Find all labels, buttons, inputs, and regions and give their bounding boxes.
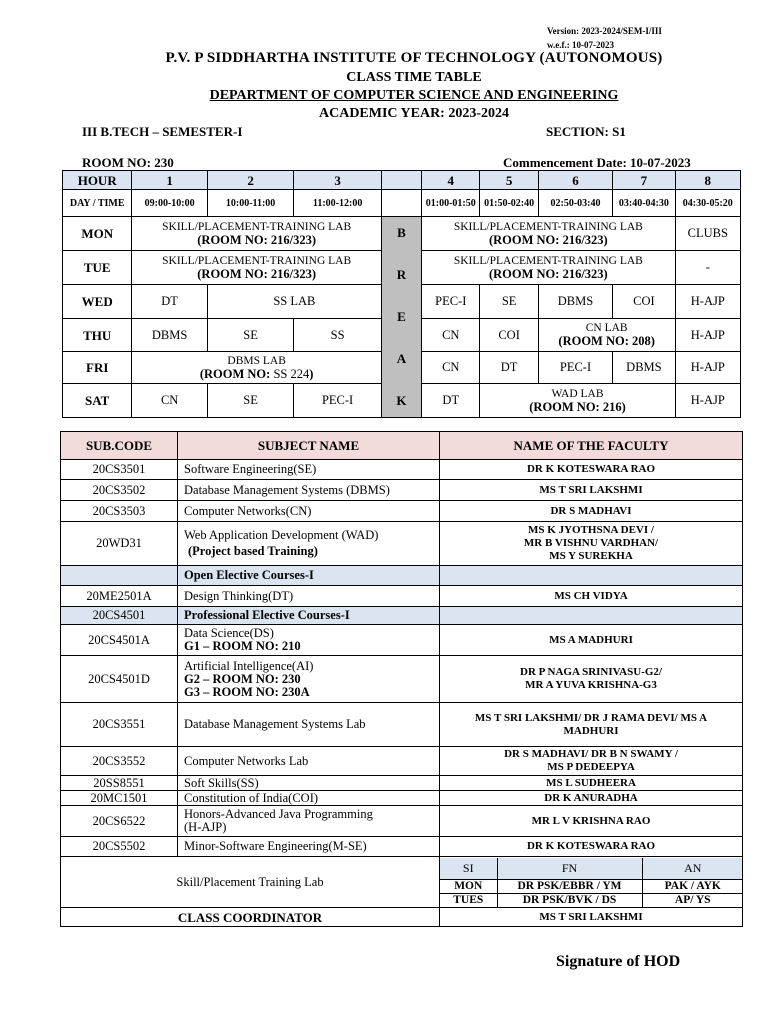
time-2: 10:00-11:00 — [207, 190, 294, 217]
institute-name: P.V. P SIDDHARTHA INSTITUTE OF TECHNOLOGY (AUTONOMOUS) — [165, 50, 663, 66]
day-fri: FRI — [63, 352, 132, 384]
hour-label: HOUR — [63, 171, 132, 190]
thu-hour-6-7 — [538, 319, 675, 352]
faculty-name: MS CH VIDYA — [440, 586, 743, 607]
col-sub-code: SUB.CODE — [61, 432, 178, 460]
sat-hour-8: H-AJP — [675, 384, 740, 418]
time-8: 04:30-05:20 — [675, 190, 740, 217]
lab-room: (ROOM NO: 216/323) — [197, 232, 316, 247]
subject-row — [61, 656, 743, 703]
skill-header-row — [440, 858, 743, 880]
version-info — [547, 24, 662, 52]
fri-hour-1-3 — [132, 352, 381, 384]
group-row-open-elective — [61, 566, 743, 586]
sub-code: 20CS3502 — [61, 480, 178, 501]
faculty-name — [440, 607, 743, 625]
row-mon — [63, 217, 741, 251]
time-row — [63, 190, 741, 217]
faculty-name: MR L V KRISHNA RAO — [440, 806, 743, 837]
tue-morning-lab — [132, 251, 381, 285]
skill-row-tue — [440, 893, 743, 907]
lab-room — [132, 368, 380, 381]
hour-4: 4 — [422, 171, 480, 190]
faculty-name: DR S MADHAVI — [440, 501, 743, 522]
subjects-table — [60, 431, 743, 927]
time-3: 11:00-12:00 — [294, 190, 382, 217]
faculty-line: MS Y SUREKHA — [549, 550, 633, 562]
version-text: Version: 2023-2024/SEM-I/III — [547, 26, 662, 36]
lab-room: (ROOM NO: 216/323) — [488, 232, 608, 247]
faculty-name — [440, 656, 743, 703]
lab-name: CN LAB — [585, 322, 628, 334]
fri-hour-6: PEC-I — [538, 352, 612, 384]
lab-name: SKILL/PLACEMENT-TRAINING LAB — [162, 254, 352, 267]
lab-name: SKILL/PLACEMENT-TRAINING LAB — [453, 220, 643, 233]
faculty-name: DR K ANURADHA — [440, 791, 743, 806]
subject-row — [61, 776, 743, 791]
faculty-name — [440, 747, 743, 776]
subject-name — [178, 625, 440, 656]
break-letter-b: B — [397, 225, 406, 240]
subject-group-room: G1 – ROOM NO: 210 — [184, 639, 301, 653]
subject-row — [61, 522, 743, 566]
room-label: ROOM NO: 230 — [82, 155, 174, 170]
subject-name — [178, 806, 440, 837]
sat-hour-5-7 — [480, 384, 675, 418]
mon-hour-8: CLUBS — [675, 217, 740, 251]
subject-name: Design Thinking(DT) — [178, 586, 440, 607]
time-5: 01:50-02:40 — [480, 190, 538, 217]
break-column — [381, 217, 421, 418]
sub-code — [61, 566, 178, 586]
lab-name: DBMS LAB — [227, 354, 286, 367]
subject-name-line: Web Application Development (WAD) — [184, 528, 379, 542]
faculty-line: DR P NAGA SRINIVASU-G2/ — [520, 666, 662, 678]
lab-room: (ROOM NO: 208) — [558, 334, 655, 348]
subject-name: Soft Skills(SS) — [178, 776, 440, 791]
section-label: SECTION: S1 — [546, 124, 626, 139]
hour-row — [63, 171, 741, 190]
group-name: Professional Elective Courses-I — [178, 607, 440, 625]
break-time — [381, 190, 421, 217]
mon-afternoon-lab — [422, 217, 675, 251]
wed-hour-4: PEC-I — [422, 285, 480, 319]
thu-hour-1: DBMS — [132, 319, 207, 352]
subject-name-line: Honors-Advanced Java Programming — [184, 807, 373, 821]
wed-hour-1: DT — [132, 285, 207, 319]
sat-hour-2: SE — [207, 384, 294, 418]
sub-code: 20CS6522 — [61, 806, 178, 837]
faculty-line: MS K JYOTHSNA DEVI / — [528, 524, 654, 536]
tue-hour-8: - — [675, 251, 740, 285]
fri-hour-8: H-AJP — [675, 352, 740, 384]
subject-row — [61, 703, 743, 747]
subject-row — [61, 837, 743, 857]
faculty-line: MS P DEDEEPYA — [547, 761, 635, 773]
document-title: CLASS TIME TABLE — [346, 70, 482, 85]
skill-day: TUES — [440, 893, 497, 907]
faculty-line: MR B VISHNU VARDHAN/ — [523, 537, 659, 549]
sub-code: 20CS3503 — [61, 501, 178, 522]
time-6: 02:50-03:40 — [538, 190, 612, 217]
sub-code: 20CS4501A — [61, 625, 178, 656]
faculty-name: MS T SRI LAKSHMI — [440, 480, 743, 501]
hod-signature-label: Signature of HOD — [556, 953, 681, 970]
col-an: AN — [642, 858, 743, 880]
break-letter-k: K — [396, 393, 407, 408]
skill-schedule-table — [440, 858, 743, 907]
wed-hour-7: COI — [613, 285, 675, 319]
sat-hour-1: CN — [132, 384, 207, 418]
coordinator-name: MS T SRI LAKSHMI — [440, 908, 743, 927]
fri-hour-4: CN — [422, 352, 480, 384]
subject-row — [61, 625, 743, 656]
thu-hour-5: COI — [480, 319, 538, 352]
daytime-label: DAY / TIME — [63, 190, 132, 217]
fri-hour-7: DBMS — [613, 352, 675, 384]
subject-name: Minor-Software Engineering(M-SE) — [178, 837, 440, 857]
col-si: SI — [440, 858, 497, 880]
program-label: III B.TECH – SEMESTER-I — [82, 124, 243, 139]
sub-code: 20CS3501 — [61, 460, 178, 480]
subject-row — [61, 460, 743, 480]
lab-room: (ROOM NO: 216) — [529, 399, 626, 414]
subject-name: Database Management Systems (DBMS) — [178, 480, 440, 501]
faculty-name: MS L SUDHEERA — [440, 776, 743, 791]
wed-hour-2-3: SS LAB — [207, 285, 381, 319]
sub-code: 20SS8551 — [61, 776, 178, 791]
sub-code: 20CS3551 — [61, 703, 178, 747]
day-tue: TUE — [63, 251, 132, 285]
skill-fn: DR PSK/EBBR / YM — [497, 879, 642, 893]
sat-hour-4: DT — [422, 384, 480, 418]
lab-room-suffix: ) — [309, 366, 314, 381]
skill-day: MON — [440, 879, 497, 893]
tue-afternoon-lab — [422, 251, 675, 285]
lab-room: (ROOM NO: 216/323) — [197, 266, 316, 281]
day-sat: SAT — [63, 384, 132, 418]
thu-hour-3: SS — [294, 319, 382, 352]
col-faculty: NAME OF THE FACULTY — [440, 432, 743, 460]
sat-hour-3: PEC-I — [294, 384, 382, 418]
break-letter-e: E — [397, 309, 406, 324]
lab-room: (ROOM NO: 216/323) — [488, 266, 608, 281]
fri-hour-5: DT — [480, 352, 538, 384]
lab-name: SKILL/PLACEMENT-TRAINING LAB — [162, 220, 352, 233]
hour-1: 1 — [132, 171, 207, 190]
faculty-line: MS T SRI LAKSHMI/ DR J RAMA DEVI/ MS A — [474, 711, 708, 724]
faculty-name — [440, 522, 743, 566]
lab-room-number: SS 224 — [273, 366, 310, 381]
faculty-name — [440, 566, 743, 586]
subjects-header-row — [61, 432, 743, 460]
subject-row — [61, 747, 743, 776]
timetable — [62, 170, 741, 418]
faculty-name: DR K KOTESWARA RAO — [440, 460, 743, 480]
skill-training-schedule — [440, 857, 743, 908]
day-thu: THU — [63, 319, 132, 352]
subject-name — [178, 522, 440, 566]
wed-hour-5: SE — [480, 285, 538, 319]
hour-5: 5 — [480, 171, 538, 190]
lab-room-prefix: (ROOM NO: — [199, 366, 274, 381]
subject-row — [61, 791, 743, 806]
faculty-line: DR S MADHAVI/ DR B N SWAMY / — [504, 748, 678, 760]
subject-name: Computer Networks(CN) — [178, 501, 440, 522]
hour-7: 7 — [613, 171, 675, 190]
sub-code: 20WD31 — [61, 522, 178, 566]
sub-code: 20CS5502 — [61, 837, 178, 857]
time-7: 03:40-04:30 — [613, 190, 675, 217]
col-subject-name: SUBJECT NAME — [178, 432, 440, 460]
wed-hour-6: DBMS — [538, 285, 612, 319]
break-header — [381, 171, 421, 190]
subject-group-room: G2 – ROOM NO: 230 — [184, 671, 301, 686]
subject-name-line: Artificial Intelligence(AI) — [184, 658, 314, 673]
academic-year: ACADEMIC YEAR: 2023-2024 — [318, 106, 510, 121]
skill-training-row — [61, 857, 743, 908]
day-mon: MON — [63, 217, 132, 251]
faculty-name — [440, 703, 743, 747]
subject-name-line: (H-AJP) — [184, 820, 227, 834]
faculty-name: MS A MADHURI — [440, 625, 743, 656]
thu-hour-2: SE — [207, 319, 294, 352]
time-4: 01:00-01:50 — [422, 190, 480, 217]
col-fn: FN — [497, 858, 642, 880]
skill-an: AP/ YS — [642, 893, 743, 907]
day-wed: WED — [63, 285, 132, 319]
subject-row — [61, 806, 743, 837]
hour-6: 6 — [538, 171, 612, 190]
faculty-line: MADHURI — [563, 724, 619, 737]
thu-hour-8: H-AJP — [675, 319, 740, 352]
subject-row — [61, 480, 743, 501]
faculty-line: MR A YUVA KRISHNA-G3 — [525, 679, 657, 691]
time-1: 09:00-10:00 — [132, 190, 207, 217]
sub-code: 20CS3552 — [61, 747, 178, 776]
mon-morning-lab — [132, 217, 381, 251]
lab-name: SKILL/PLACEMENT-TRAINING LAB — [453, 254, 643, 267]
thu-hour-4: CN — [422, 319, 480, 352]
coordinator-row — [61, 908, 743, 927]
subject-name: Software Engineering(SE) — [178, 460, 440, 480]
coordinator-label: CLASS COORDINATOR — [61, 908, 440, 927]
group-name: Open Elective Courses-I — [178, 566, 440, 586]
subject-group-room: G3 – ROOM NO: 230A — [184, 684, 310, 699]
department-name: DEPARTMENT OF COMPUTER SCIENCE AND ENGINEERING — [209, 88, 619, 103]
faculty-name: DR K KOTESWARA RAO — [440, 837, 743, 857]
subject-row — [61, 586, 743, 607]
sub-code: 20CS4501 — [61, 607, 178, 625]
hour-8: 8 — [675, 171, 740, 190]
skill-an: PAK / AYK — [642, 879, 743, 893]
skill-fn: DR PSK/BVK / DS — [497, 893, 642, 907]
break-letter-r: R — [396, 267, 407, 282]
sub-code: 20MC1501 — [61, 791, 178, 806]
sub-code: 20ME2501A — [61, 586, 178, 607]
subject-row — [61, 501, 743, 522]
wef-text: w.e.f.: 10-07-2023 — [547, 40, 614, 50]
subject-name-note: (Project based Training) — [188, 544, 318, 558]
break-letter-a: A — [396, 351, 407, 366]
subject-name: Database Management Systems Lab — [178, 703, 440, 747]
skill-training-label: Skill/Placement Training Lab — [61, 857, 440, 908]
subject-name — [178, 656, 440, 703]
group-row-professional-elective — [61, 607, 743, 625]
wed-hour-8: H-AJP — [675, 285, 740, 319]
subject-name: Constitution of India(COI) — [178, 791, 440, 806]
hour-3: 3 — [294, 171, 382, 190]
hour-2: 2 — [207, 171, 294, 190]
commencement-date: Commencement Date: 10-07-2023 — [503, 155, 691, 170]
lab-name: WAD LAB — [551, 387, 604, 400]
subject-name-line: Data Science(DS) — [184, 626, 274, 640]
sub-code: 20CS4501D — [61, 656, 178, 703]
subject-name: Computer Networks Lab — [178, 747, 440, 776]
skill-row-mon — [440, 879, 743, 893]
